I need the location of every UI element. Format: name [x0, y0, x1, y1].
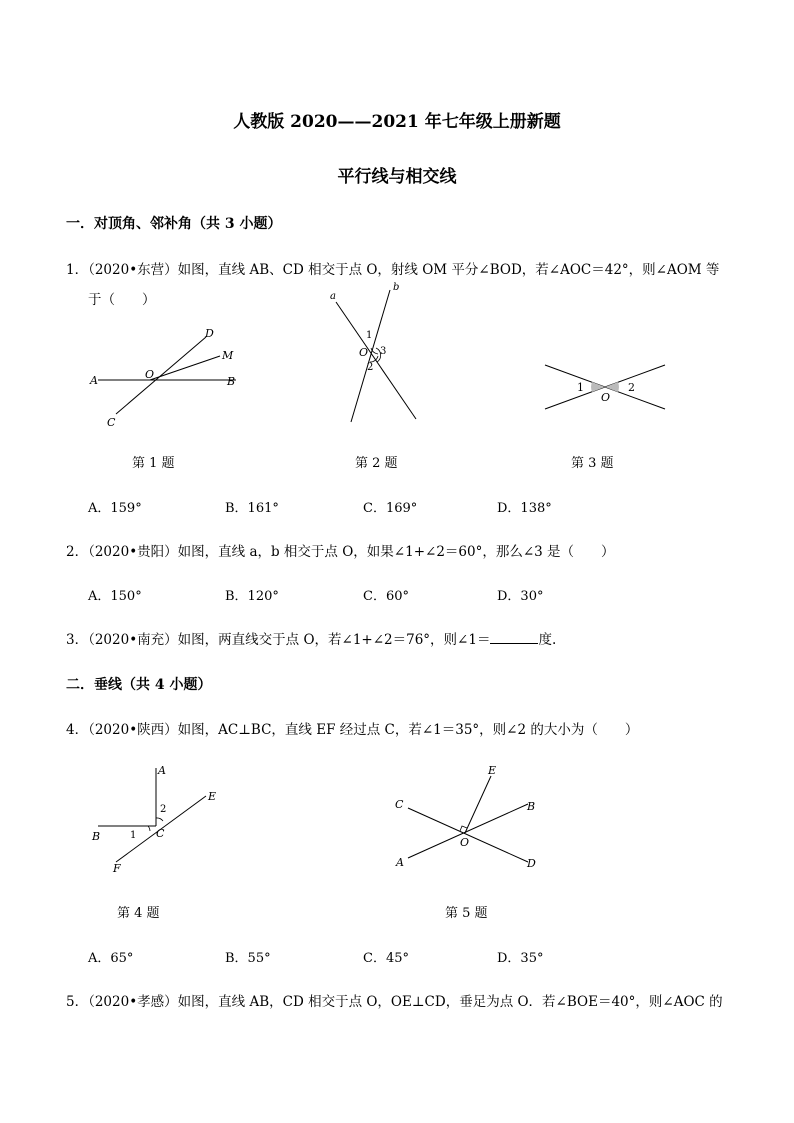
q2-option-a: A．150°	[88, 589, 142, 604]
label-o: O	[601, 391, 611, 404]
label-angle-2: 2	[160, 804, 167, 815]
label-f: F	[113, 862, 121, 875]
q1-option-b: B．161°	[225, 501, 279, 516]
label-c: C	[156, 827, 165, 840]
label-d: D	[205, 327, 214, 340]
figure-2-caption: 第 2 题	[355, 456, 398, 471]
q4-option-b: B．55°	[225, 951, 271, 966]
label-b: B	[527, 800, 536, 813]
figure-5-caption: 第 5 题	[445, 906, 488, 921]
label-e: E	[208, 790, 217, 803]
label-a: A	[396, 856, 404, 869]
q1-option-d: D．138°	[497, 501, 552, 516]
label-angle-3: 3	[380, 346, 387, 357]
label-b: B	[227, 375, 236, 388]
figure-1-caption: 第 1 题	[132, 456, 175, 471]
figure-4-caption: 第 4 题	[117, 906, 160, 921]
ray-om	[150, 356, 220, 380]
q4-option-d: D．35°	[497, 951, 544, 966]
line-cd	[116, 337, 206, 414]
label-d: D	[527, 857, 536, 870]
label-angle-2: 2	[628, 381, 635, 394]
label-o: O	[460, 836, 470, 849]
figure-5	[390, 760, 550, 875]
section-heading-1: 一．对顶角、邻补角（共 3 小题）	[66, 216, 282, 232]
label-a: A	[90, 374, 98, 387]
label-angle-1: 1	[130, 830, 137, 841]
section-heading-2: 二．垂线（共 4 小题）	[66, 677, 212, 693]
figure-2	[318, 282, 428, 427]
label-angle-1: 1	[366, 330, 373, 341]
q1-option-a: A．159°	[88, 501, 142, 516]
label-o: O	[359, 346, 369, 359]
answer-blank[interactable]	[490, 631, 538, 644]
question-5-text: 5．（2020•孝感）如图，直线 AB，CD 相交于点 O，OE⊥CD，垂足为点 O．若∠BOE＝40°，则∠AOC 的	[66, 994, 723, 1010]
question-3-text-before: 3．（2020•南充）如图，两直线交于点 O，若∠1+∠2＝76°，则∠1＝	[66, 632, 491, 648]
page-subtitle: 平行线与相交线	[337, 167, 457, 187]
q1-option-c: C．169°	[363, 501, 418, 516]
label-line-a: a	[330, 291, 336, 302]
question-1-text: 1．（2020•东营）如图，直线 AB、CD 相交于点 O，射线 OM 平分∠BOD，若∠AOC＝42°，则∠AOM 等	[66, 262, 720, 278]
q2-option-c: C．60°	[363, 589, 409, 604]
figure-3	[540, 357, 675, 417]
question-3-text	[66, 628, 556, 648]
label-a: A	[158, 764, 166, 777]
q2-option-d: D．30°	[497, 589, 544, 604]
label-m: M	[222, 349, 234, 362]
label-c: C	[395, 798, 404, 811]
figure-3-caption: 第 3 题	[571, 456, 614, 471]
label-b: B	[92, 830, 101, 843]
label-o: O	[145, 368, 155, 381]
label-c: C	[107, 416, 116, 429]
figure-1	[88, 322, 248, 432]
line-a	[336, 302, 416, 419]
label-line-b: b	[393, 282, 400, 293]
page-title: 人教版 2020——2021 年七年级上册新题	[233, 112, 561, 132]
q4-option-a: A．65°	[88, 951, 134, 966]
ray-oe	[465, 776, 491, 833]
label-e: E	[488, 764, 497, 777]
label-angle-1: 1	[577, 381, 584, 394]
figure-4	[88, 760, 228, 875]
q2-option-b: B．120°	[225, 589, 279, 604]
question-3-text-after: 度.	[538, 632, 557, 648]
label-angle-2: 2	[367, 362, 374, 373]
line-ab	[408, 804, 528, 858]
question-4-text: 4．（2020•陕西）如图，AC⊥BC，直线 EF 经过点 C，若∠1＝35°，则∠2 的大小为（ ）	[66, 722, 639, 738]
q4-option-c: C．45°	[363, 951, 409, 966]
question-1-text-cont: 于（ ）	[88, 292, 156, 308]
angle-arc-2	[156, 818, 163, 821]
line-cd	[408, 808, 528, 862]
question-2-text: 2．（2020•贵阳）如图，直线 a，b 相交于点 O，如果∠1+∠2＝60°，那么∠3 是（ ）	[66, 544, 615, 560]
angle-arc-1	[148, 826, 150, 831]
